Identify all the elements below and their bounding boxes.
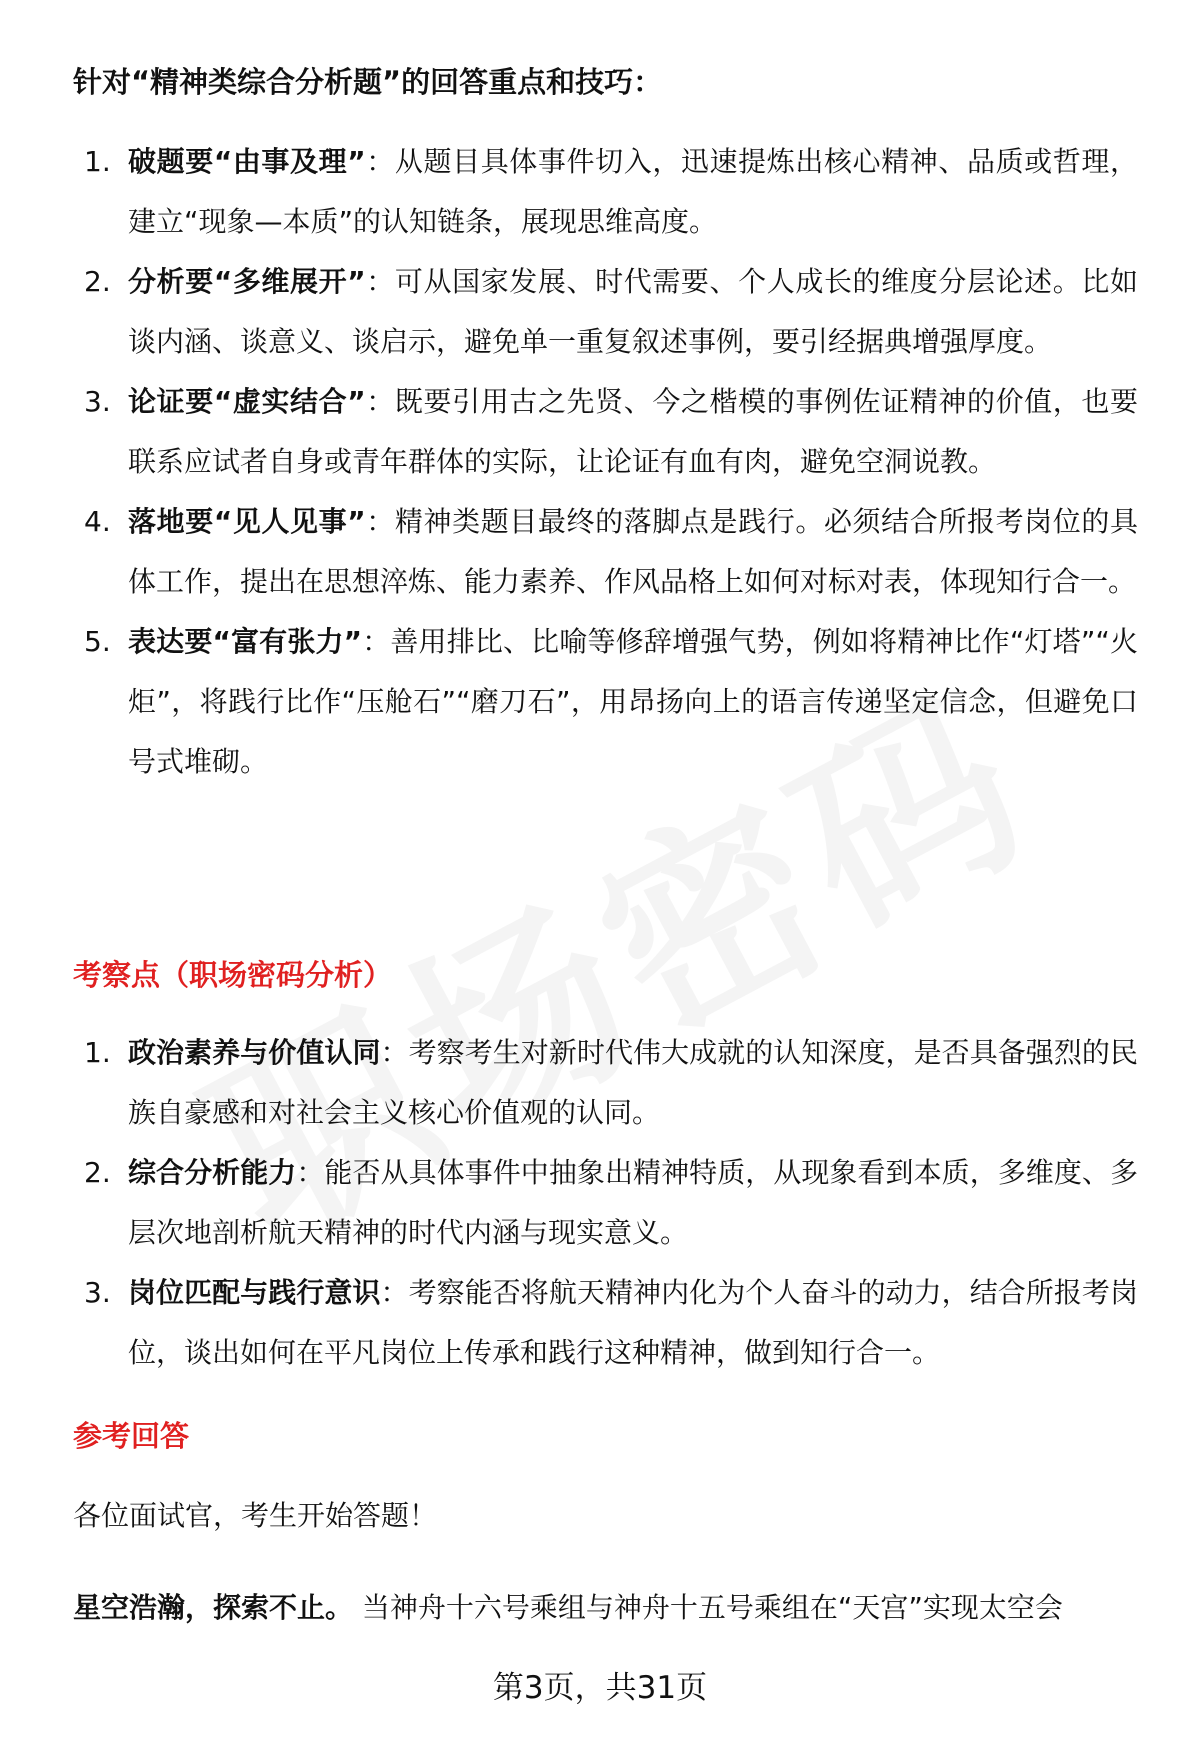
item-separator: ： [296, 1156, 325, 1189]
item-term: 岗位匹配与践行意识 [128, 1276, 381, 1309]
section-title-techniques: 针对“精神类综合分析题”的回答重点和技巧： [73, 65, 663, 99]
item-term: 分析要“多维展开” [128, 265, 366, 298]
item-text [128, 372, 1138, 492]
item-number: 1. [84, 1036, 111, 1069]
exam-points-list [0, 1023, 1200, 1383]
list-item [0, 1023, 1200, 1143]
list-item [0, 372, 1200, 492]
item-separator: ： [365, 265, 395, 298]
item-text [128, 1263, 1138, 1383]
item-text [128, 252, 1138, 372]
item-body: 精神类题目最终的落脚点是践行。必须结合所报考岗位的具体工作，提出在思想淬炼、能力素养、作风品格上如何对标对表，体现知行合一。 [128, 505, 1138, 598]
list-item [0, 1143, 1200, 1263]
item-separator: ： [362, 625, 391, 658]
item-separator: ： [365, 385, 395, 418]
item-number: 5. [84, 625, 111, 658]
answer-greeting: 各位面试官，考生开始答题！ [73, 1499, 438, 1532]
page-footer: 第3页，共31页 [492, 1670, 708, 1706]
item-term: 政治素养与价值认同 [128, 1036, 381, 1069]
item-text [128, 1023, 1138, 1143]
item-text [128, 612, 1138, 792]
item-text [128, 1143, 1138, 1263]
item-number: 2. [84, 265, 111, 298]
item-term: 表达要“富有张力” [128, 625, 363, 658]
item-term: 综合分析能力 [128, 1156, 297, 1189]
list-item [0, 252, 1200, 372]
item-body: 能否从具体事件中抽象出精神特质，从现象看到本质，多维度、多层次地剖析航天精神的时代内涵与现实意义。 [128, 1156, 1138, 1249]
item-number: 3. [84, 1276, 111, 1309]
item-text [128, 492, 1138, 612]
item-separator: ： [365, 145, 395, 178]
item-body: 从题目具体事件切入，迅速提炼出核心精神、品质或哲理，建立“现象—本质”的认知链条，展现思维高度。 [128, 145, 1138, 238]
list-item [0, 1263, 1200, 1383]
answer-lead-bold: 星空浩瀚，探索不止。 [73, 1591, 354, 1624]
answer-lead [73, 1578, 1153, 1638]
item-number: 4. [84, 505, 111, 538]
techniques-list [0, 132, 1200, 792]
item-body: 善用排比、比喻等修辞增强气势，例如将精神比作“灯塔”“火炬”，将践行比作“压舱石”“磨刀石”，用昂扬向上的语言传递坚定信念，但避免口号式堆砌。 [128, 625, 1138, 778]
item-separator: ： [365, 505, 395, 538]
item-separator: ： [380, 1276, 409, 1309]
item-number: 3. [84, 385, 111, 418]
list-item [0, 492, 1200, 612]
item-term: 论证要“虚实结合” [128, 385, 366, 418]
list-item [0, 612, 1200, 792]
item-separator: ： [380, 1036, 409, 1069]
section-title-reference-answer: 参考回答 [73, 1419, 190, 1453]
item-term: 破题要“由事及理” [128, 145, 366, 178]
answer-lead-text: 当神舟十六号乘组与神舟十五号乘组在“天宫”实现太空会 [361, 1591, 1063, 1624]
item-number: 2. [84, 1156, 111, 1189]
item-body: 既要引用古之先贤、今之楷模的事例佐证精神的价值，也要联系应试者自身或青年群体的实际，让论证有血有肉，避免空洞说教。 [128, 385, 1138, 478]
item-term: 落地要“见人见事” [128, 505, 366, 538]
item-body: 可从国家发展、时代需要、个人成长的维度分层论述。比如谈内涵、谈意义、谈启示，避免单一重复叙述事例，要引经据典增强厚度。 [128, 265, 1138, 358]
list-item [0, 132, 1200, 252]
item-number: 1. [84, 145, 111, 178]
item-text [128, 132, 1138, 252]
item-body: 考察能否将航天精神内化为个人奋斗的动力，结合所报考岗位，谈出如何在平凡岗位上传承和践行这种精神，做到知行合一。 [128, 1276, 1138, 1369]
section-title-exam-points: 考察点（职场密码分析） [73, 958, 393, 992]
item-body: 考察考生对新时代伟大成就的认知深度，是否具备强烈的民族自豪感和对社会主义核心价值观的认同。 [128, 1036, 1138, 1129]
